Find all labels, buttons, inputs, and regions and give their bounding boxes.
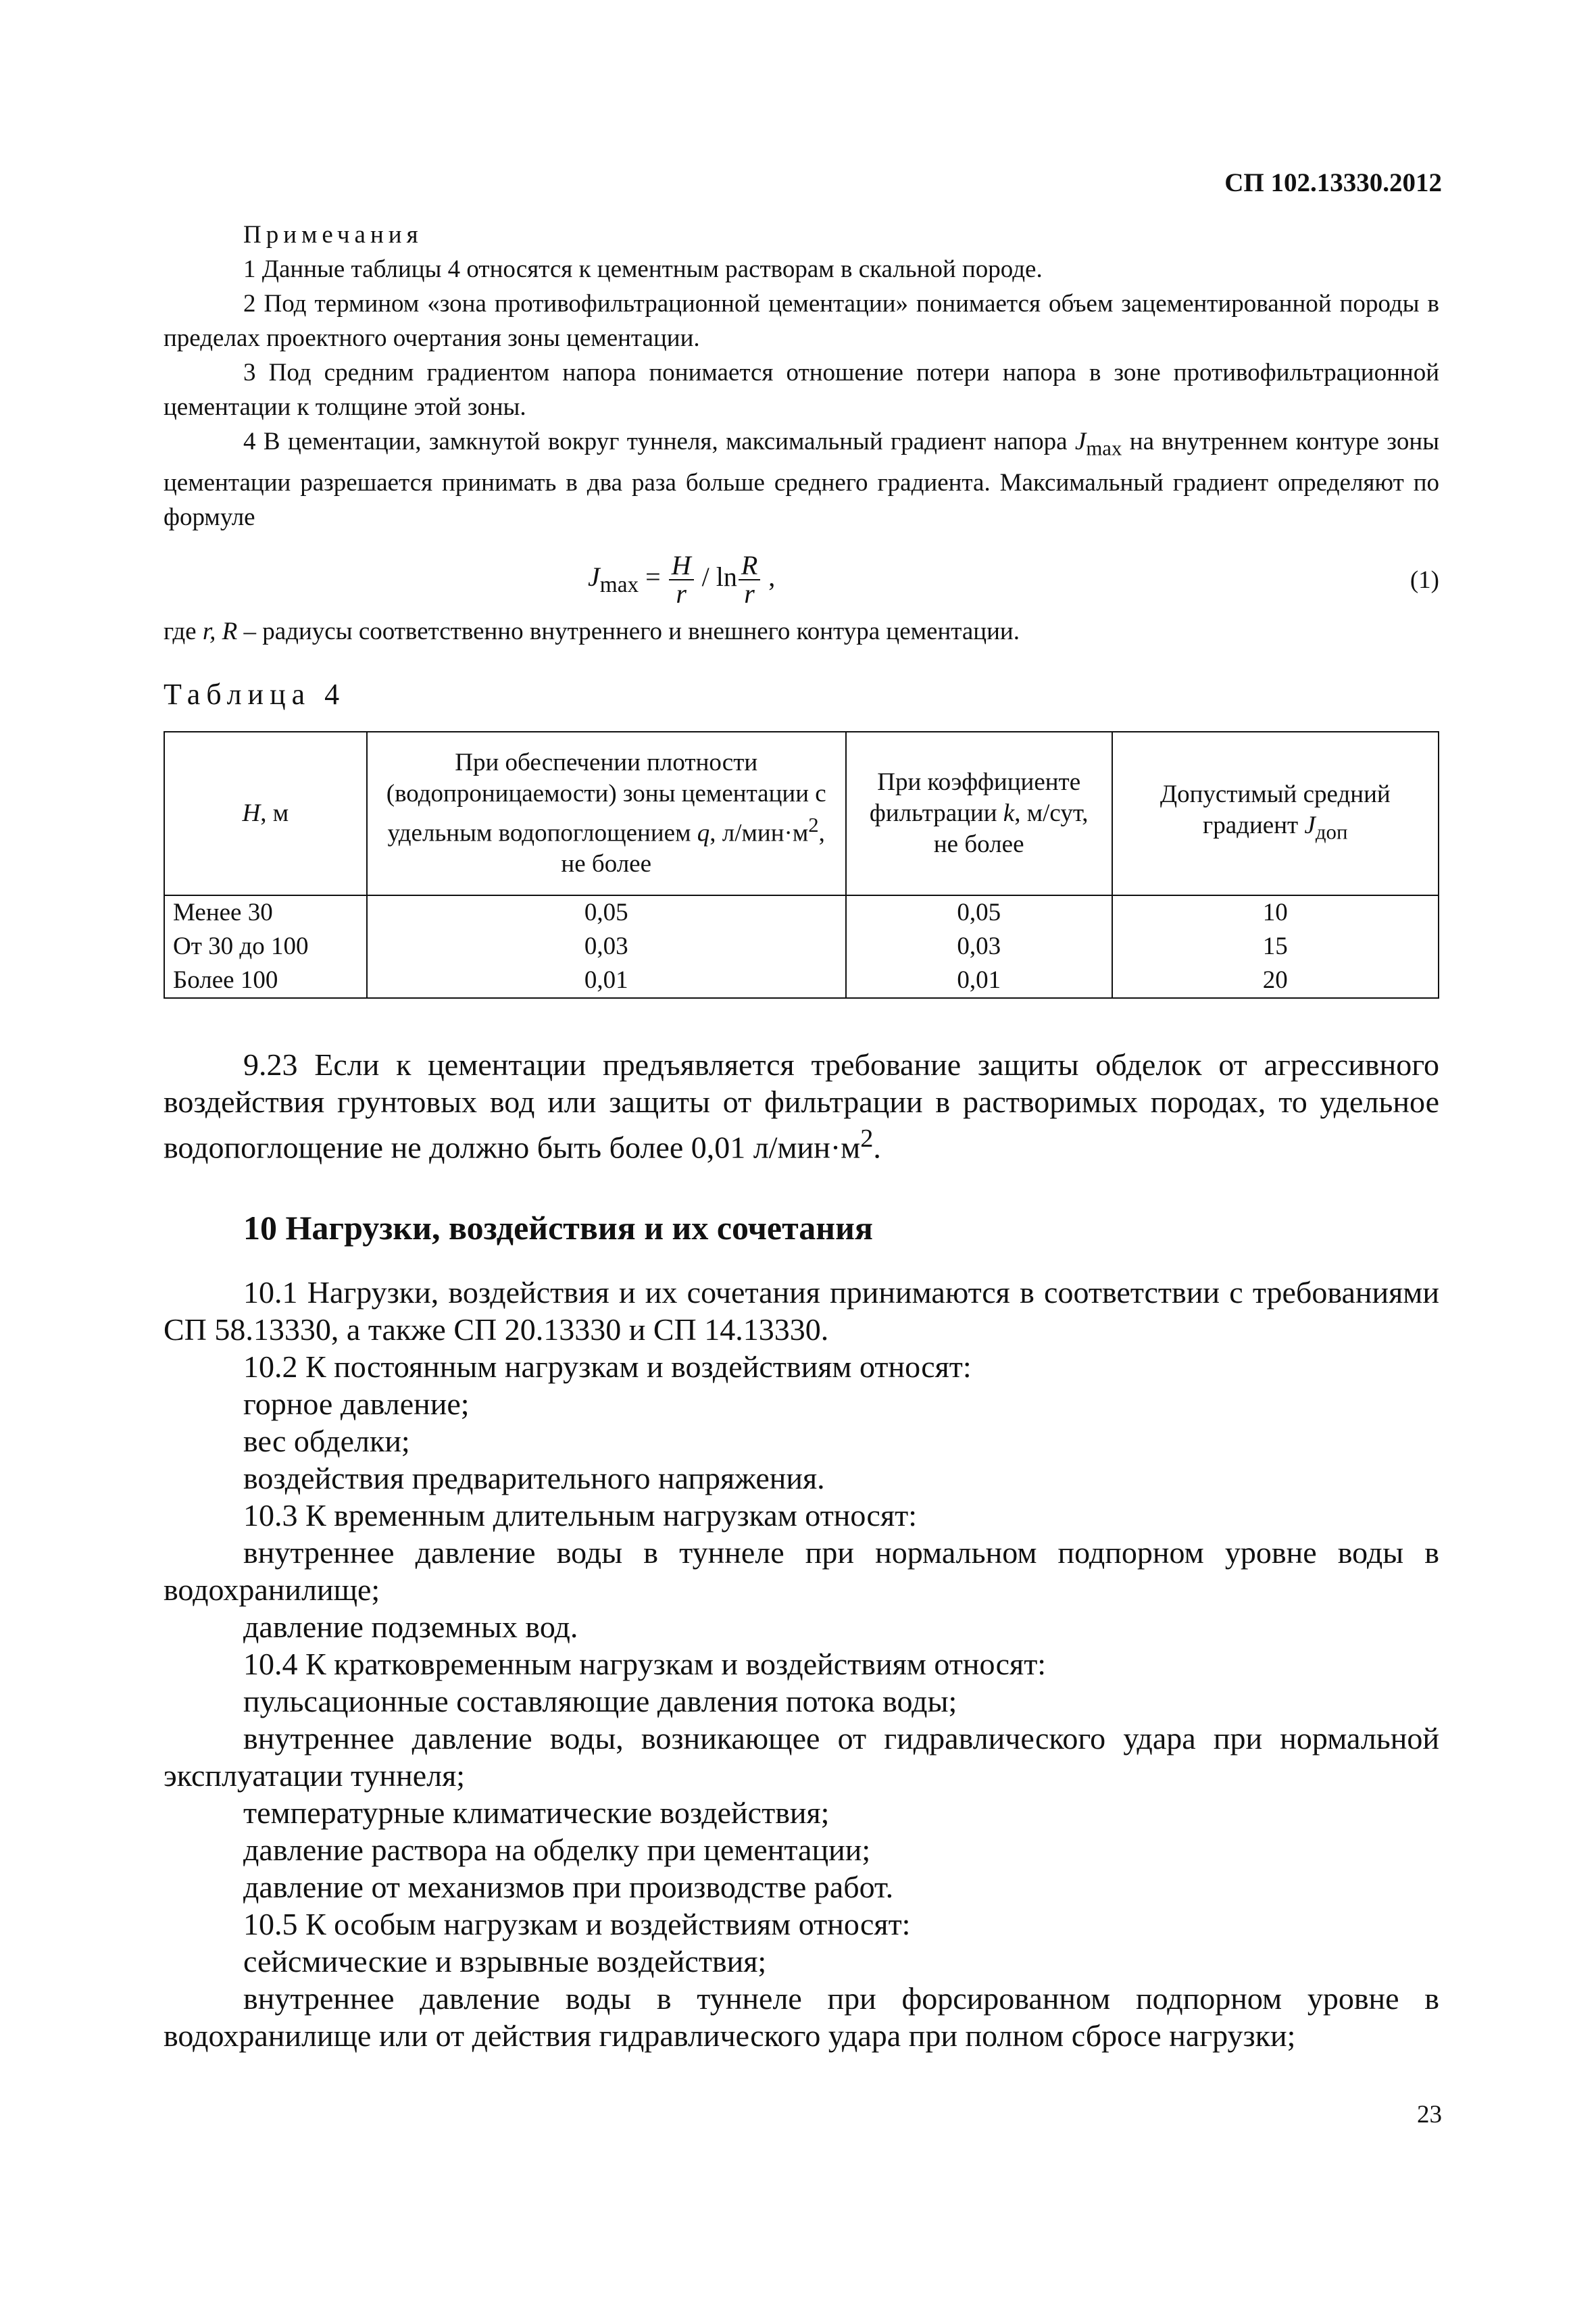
section-10-line: сейсмические и взрывные воздействия; [243,1944,767,1978]
formula-lhs-sub: max [599,572,639,598]
p923-sup: 2 [860,1124,874,1153]
note-2: 2 Под термином «зона противофильтрационной цементации» понимается объем зацементированной породы в пределах проектного очертания зоны цементации. [164,290,1439,352]
section-10-line: 10.5 К особым нагрузкам и воздействиям относят: [243,1907,911,1941]
cell-h: От 30 до 100 [164,930,367,964]
section-10-line: воздействия предварительного напряжения. [243,1461,825,1495]
header-q-end: , не более [561,819,825,878]
section-10-line: внутреннее давление воды, возникающее от гидравлического удара при нормальной эксплуатации туннеля; [164,1721,1439,1793]
paragraph-9-23 [164,1046,1439,1166]
note-1: 1 Данные таблицы 4 относятся к цементным растворам в скальной породе. [243,255,1043,283]
header-j-var: J [1304,812,1316,840]
j-symbol: J [1074,428,1087,455]
formula-expression [588,552,775,607]
notes-title: Примечания [243,221,423,249]
section-10-line: давление от механизмов при производстве работ. [243,1870,894,1904]
section-10-line: вес обделки; [243,1424,410,1458]
p923-text: 9.23 Если к цементации предъявляется требование защиты обделок от агрессивного воздействия грунтовых вод или защиты от фильтрации в растворимых породах, то удельное водопоглощение не должно быть более 0,01 л/мин·м [164,1047,1439,1165]
header-q-var: q [697,819,710,847]
header-h-var: H [242,799,261,827]
table-caption: Таблица 4 [164,678,346,711]
section-10-line: горное давление; [243,1387,470,1421]
table-header-row [164,732,1439,895]
where-vars: r, R [202,618,238,646]
table-row [164,895,1439,930]
section-10-line: 10.4 К кратковременным нагрузкам и воздействиям относят: [243,1647,1047,1681]
p923-end: . [873,1130,881,1165]
section-10-line: давление подземных вод. [243,1610,578,1644]
section-10-line: внутреннее давление воды в туннеле при форсированном подпорном уровне в водохранилище или от действия гидравлического удара при полном сбросе нагрузки; [164,1981,1439,2053]
cell-h: Более 100 [164,964,367,998]
section-10-line: температурные климатические воздействия; [243,1795,830,1830]
cell-q: 0,03 [367,930,846,964]
section-10-line: 10.2 К постоянным нагрузкам и воздействиям относят: [243,1349,972,1384]
header-k-var: k [1003,799,1015,827]
cell-k: 0,03 [846,930,1112,964]
j-subscript: max [1086,437,1122,460]
section-10-title: 10 Нагрузки, воздействия и их сочетания [243,1209,873,1247]
header-k [846,732,1112,895]
formula-comma: , [762,562,776,593]
formula-eq: = [639,562,668,593]
cell-j: 10 [1112,895,1439,930]
note-4-text-b: на внутреннем контуре зоны цементации разрешается принимать в два раза больше среднего градиента. Максимальный градиент определяют по формуле [164,428,1439,532]
formula-slash: / [695,562,716,593]
formula-lhs: J [588,562,600,593]
table-4 [164,731,1439,999]
cell-h: Менее 30 [164,895,367,930]
where-text: – радиусы соответственно внутреннего и внешнего контура цементации. [237,618,1020,646]
header-j-text: Допустимый средний градиент [1159,780,1391,840]
page-number: 23 [1417,2101,1442,2129]
section-10-line: пульсационные составляющие давления потока воды; [243,1684,957,1718]
table-row [164,964,1439,998]
header-h [164,732,367,895]
paragraph-9-23-text [164,1046,1439,1166]
fraction-denominator: r [676,578,687,609]
cell-q: 0,05 [367,895,846,930]
header-j-sub: доп [1315,820,1348,844]
cell-j: 15 [1112,930,1439,964]
note-4 [164,424,1439,534]
header-k-text: При коэффициенте фильтрации [869,768,1081,827]
header-j [1112,732,1439,895]
formula-ln: ln [716,562,737,593]
cell-k: 0,01 [846,964,1112,998]
section-10-line: 10.3 К временным длительным нагрузкам относят: [243,1498,918,1533]
where-prefix: где [164,618,203,646]
section-10-body [164,1274,1439,2054]
cell-j: 20 [1112,964,1439,998]
note-3: 3 Под средним градиентом напора понимается отношение потери напора в зоне противофильтрационной цементации к толщине этой зоны. [164,359,1439,421]
fraction-r-over-r [739,552,760,607]
section-10-line: 10.1 Нагрузки, воздействия и их сочетания принимаются в соответствии с требованиями СП 58.13330, а также СП 20.13330 и СП 14.13330. [164,1275,1439,1347]
formula-1 [164,544,1439,614]
header-q-text: При обеспечении плотности (водопроницаемости) зоны цементации с удельным водопоглощением [386,748,826,847]
section-10-line: давление раствора на обделку при цементации; [243,1833,871,1867]
fraction-numerator: R [739,552,760,580]
formula-where [164,614,1439,649]
cell-q: 0,01 [367,964,846,998]
formula-number: (1) [1410,566,1439,595]
notes-block [164,218,1439,649]
table-row [164,930,1439,964]
fraction-h-over-r [669,552,694,607]
note-4-text-a: 4 В цементации, замкнутой вокруг туннеля, максимальный градиент напора [243,428,1075,455]
section-10-line: внутреннее давление воды в туннеле при нормальном подпорном уровне воды в водохранилище; [164,1535,1439,1607]
header-q-unit: , л/мин·м [709,819,809,847]
fraction-numerator: H [669,552,694,580]
header-q [367,732,846,895]
cell-k: 0,05 [846,895,1112,930]
header-q-sup: 2 [808,813,819,837]
header-k-end: , м/сут, не более [933,799,1089,858]
header-h-unit: , м [260,799,289,827]
document-code: СП 102.13330.2012 [1224,168,1442,197]
fraction-denominator: r [744,578,755,609]
